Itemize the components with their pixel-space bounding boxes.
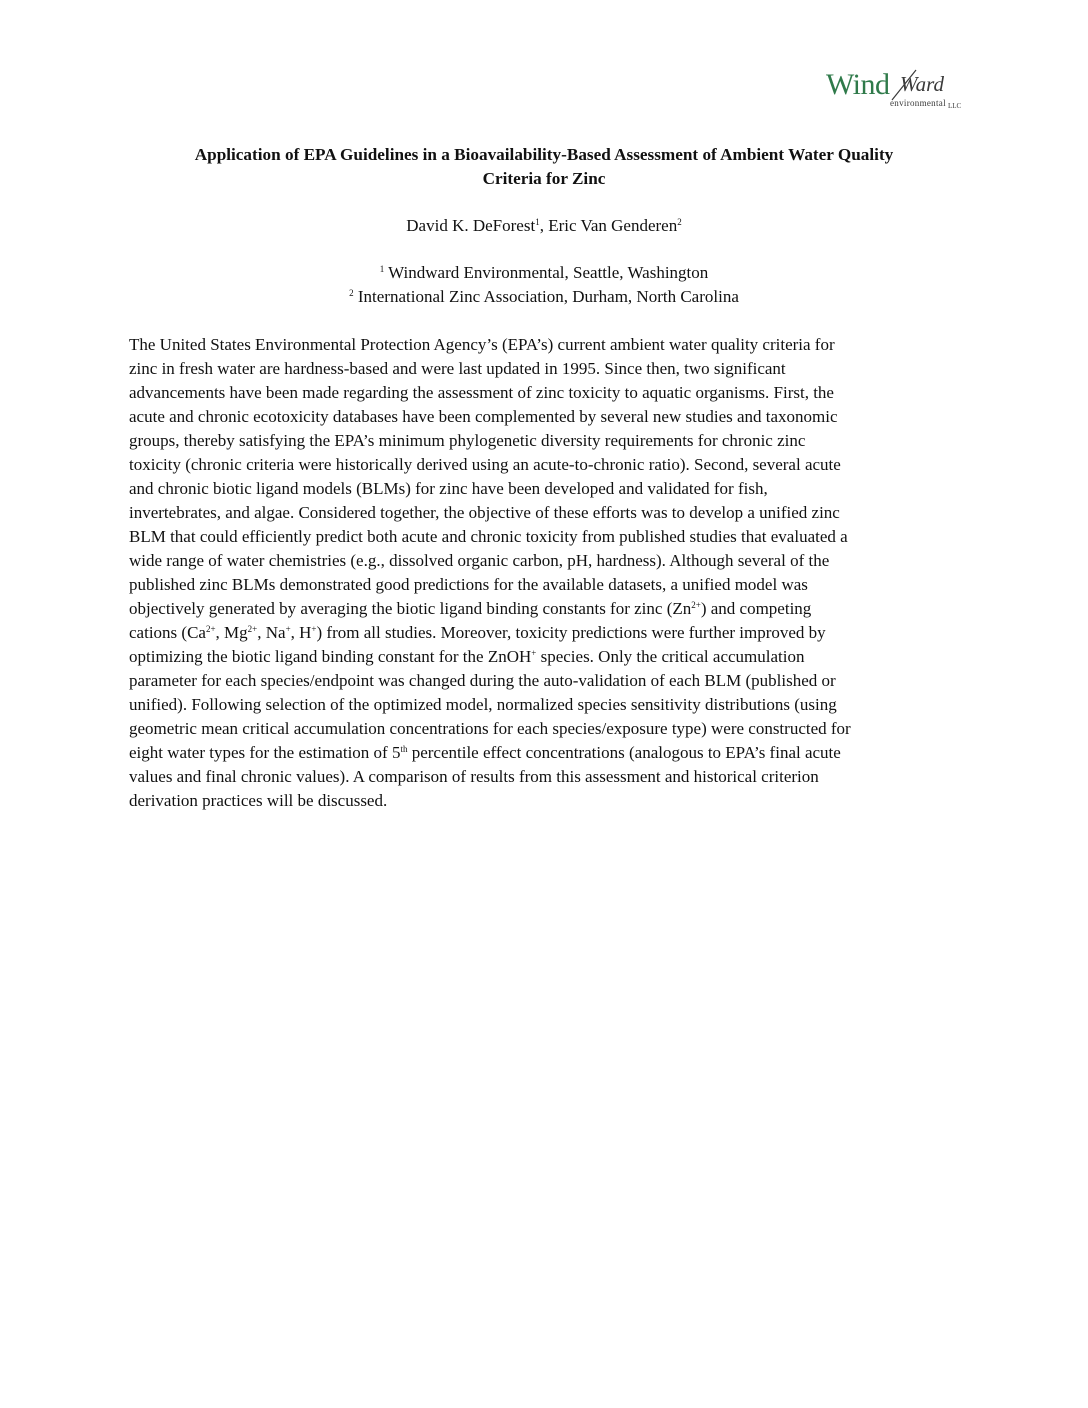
superscript: 2+ [247, 624, 258, 634]
author-2: Eric Van Genderen [548, 216, 678, 235]
paper-title [120, 143, 968, 191]
abstract-line: derivation practices will be discussed. [129, 791, 388, 810]
abstract-line [129, 621, 969, 645]
affiliation-2-text: International Zinc Association, Durham, North Carolina [357, 287, 739, 306]
abstract-text: percentile effect concentrations (analogous to EPA’s final acute [407, 743, 841, 762]
abstract-body [129, 333, 969, 813]
abstract-line: toxicity (chronic criteria were historically derived using an acute-to-chronic ratio). Second, several acute [129, 455, 841, 474]
abstract-text: cations (Ca [129, 623, 206, 642]
title-line-2: Criteria for Zinc [482, 169, 606, 188]
abstract-text: , H [290, 623, 312, 642]
abstract-text: ) and competing [700, 599, 812, 618]
abstract-text: species. Only the critical accumulation [536, 647, 805, 666]
author-separator: , [539, 216, 549, 235]
abstract-line: acute and chronic ecotoxicity databases have been complemented by several new studies and taxonomic [129, 407, 838, 426]
abstract-text: , Na [257, 623, 286, 642]
affiliation-list [120, 261, 968, 309]
superscript: 2+ [205, 624, 216, 634]
abstract-line: unified). Following selection of the optimized model, normalized species sensitivity distributions (using [129, 695, 837, 714]
abstract-line: advancements have been made regarding the assessment of zinc toxicity to aquatic organisms. First, the [129, 383, 834, 402]
abstract-line: parameter for each species/endpoint was changed during the auto-validation of each BLM (published or [129, 671, 836, 690]
superscript: + [531, 648, 537, 658]
superscript: 2+ [691, 600, 701, 610]
windward-logo [826, 68, 966, 118]
author-list [120, 214, 968, 238]
abstract-text: , Mg [215, 623, 248, 642]
abstract-line: BLM that could efficiently predict both acute and chronic toxicity from published studies that evaluated a [129, 527, 848, 546]
logo-llc-text: LLC [948, 102, 962, 110]
superscript: th [400, 744, 408, 754]
affiliation-1-mark: 1 [379, 264, 385, 274]
abstract-line [129, 597, 969, 621]
author-1-affiliation-mark: 1 [535, 217, 540, 227]
abstract-text: eight water types for the estimation of 5 [129, 743, 401, 762]
abstract-line: geometric mean critical accumulation concentrations for each species/exposure type) were constructed for [129, 719, 851, 738]
affiliation-2 [120, 285, 968, 309]
abstract-line: wide range of water chemistries (e.g., dissolved organic carbon, pH, hardness). Although several of the [129, 551, 830, 570]
title-line-1: Application of EPA Guidelines in a Bioavailability-Based Assessment of Ambient Water Quality [194, 145, 894, 164]
author-1: David K. DeForest [406, 216, 536, 235]
affiliation-1 [120, 261, 968, 285]
abstract-line [129, 741, 969, 765]
affiliation-2-mark: 2 [349, 288, 354, 298]
abstract-text: optimizing the biotic ligand binding constant for the ZnOH [129, 647, 532, 666]
abstract-line: and chronic biotic ligand models (BLMs) for zinc have been developed and validated for fish, [129, 479, 768, 498]
logo-ward-text: Ward [900, 72, 944, 96]
logo-wind-text: Wind [826, 68, 890, 101]
author-2-affiliation-mark: 2 [677, 217, 682, 227]
logo-environmental-text: environmental [890, 98, 946, 108]
abstract-line: published zinc BLMs demonstrated good predictions for the available datasets, a unified model was [129, 575, 808, 594]
abstract-line: values and final chronic values). A comparison of results from this assessment and historical criterion [129, 767, 819, 786]
abstract-line [129, 645, 969, 669]
superscript: + [311, 624, 317, 634]
affiliation-1-text: Windward Environmental, Seattle, Washington [388, 263, 709, 282]
abstract-line: The United States Environmental Protection Agency’s (EPA’s) current ambient water quality criteria for [129, 335, 835, 354]
abstract-line: groups, thereby satisfying the EPA’s minimum phylogenetic diversity requirements for chronic zinc [129, 431, 806, 450]
abstract-text: ) from all studies. Moreover, toxicity predictions were further improved by [316, 623, 826, 642]
superscript: + [285, 624, 291, 634]
abstract-text: objectively generated by averaging the biotic ligand binding constants for zinc (Zn [129, 599, 692, 618]
abstract-line: invertebrates, and algae. Considered together, the objective of these efforts was to develop a unified zinc [129, 503, 840, 522]
abstract-line: zinc in fresh water are hardness-based and were last updated in 1995. Since then, two significant [129, 359, 786, 378]
